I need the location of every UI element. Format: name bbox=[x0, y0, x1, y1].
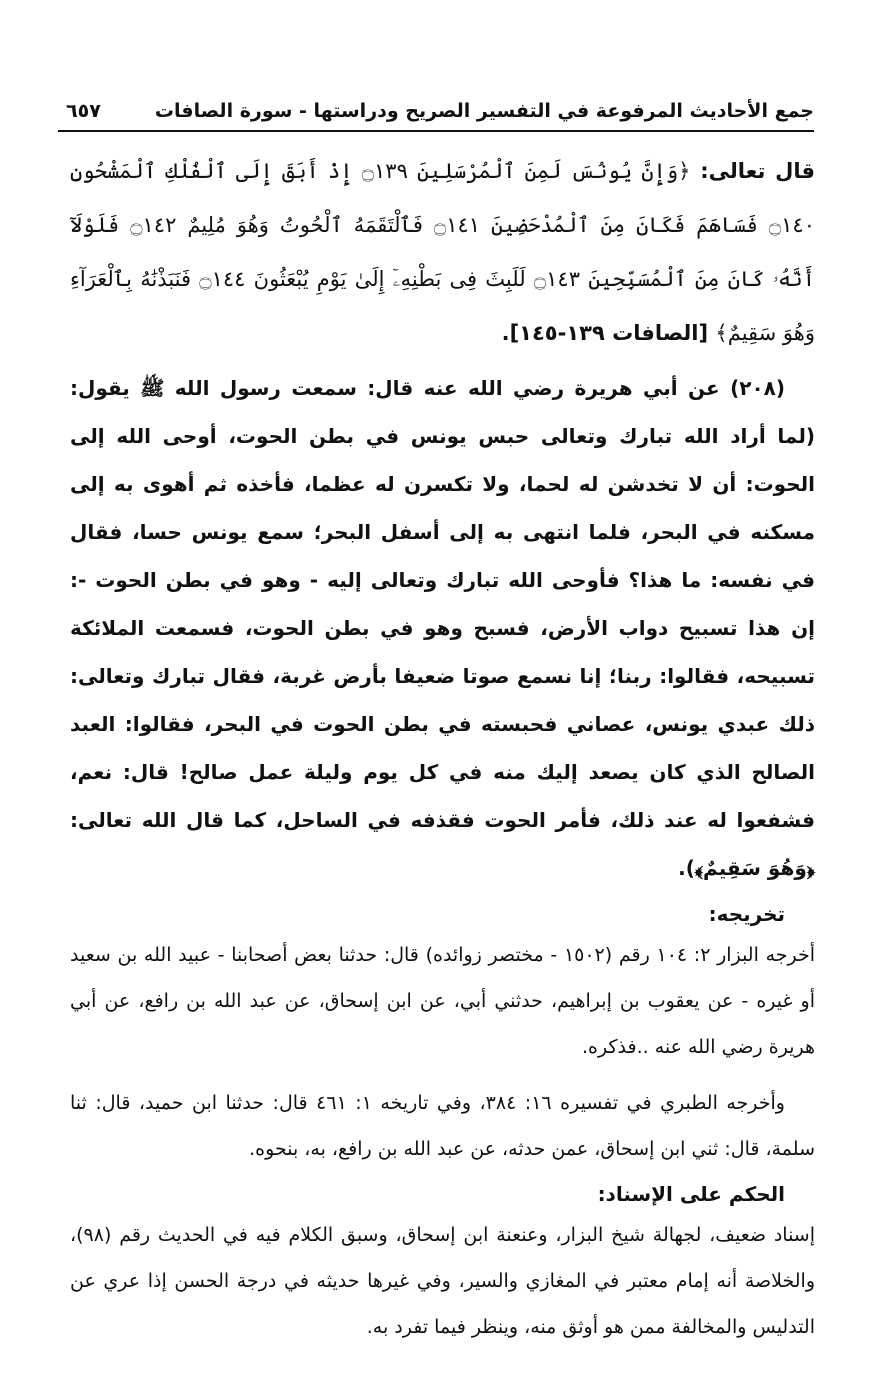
hukm-heading: الحكم على الإسناد: bbox=[597, 1182, 785, 1206]
running-header bbox=[58, 96, 814, 132]
quran-citation bbox=[70, 144, 815, 360]
quran-reference: [الصافات ١٣٩-١٤٥]. bbox=[501, 321, 709, 345]
takhrij-paragraph-1: أخرجه البزار ٢: ١٠٤ رقم (١٥٠٢ - مختصر زوائده) قال: حدثنا بعض أصحابنا - عبيد الله بن سعيد أو غيره - عن يعقوب بن إبراهيم، حدثني أبي، عن ابن إسحاق، عن عبد الله بن رافع، عن أبي هريرة رضي الله عنه ..فذكره. bbox=[70, 944, 816, 1058]
quran-intro: قال تعالى: bbox=[700, 159, 816, 183]
hukm-paragraph: إسناد ضعيف، لجهالة شيخ البزار، وعنعنة ابن إسحاق، وسبق الكلام فيه في الحديث رقم (٩٨)، والخلاصة أنه إمام معتبر في المغازي والسير، وفي غيرها حديثه في درجة الحسن إذا عري عن التدليس والمخالفة ممن هو أوثق منه، وينظر فيما تفرد به. bbox=[70, 1224, 815, 1338]
page-content bbox=[70, 144, 815, 1350]
page-number: ٦٥٧ bbox=[66, 100, 101, 122]
takhrij-heading: تخريجه: bbox=[708, 902, 785, 926]
hadith-text: (٢٠٨) عن أبي هريرة رضي الله عنه قال: سمعت رسول الله ﷺ يقول: (لما أراد الله تبارك وتعالى حبس يونس في بطن الحوت، أوحى الله إلى الحوت: أن لا تخدشن له لحما، ولا تكسرن له عظما، فأخذه ثم أهوى به إلى مسكنه في البحر، فلما انتهى به إلى أسفل البحر؛ سمع يونس حسا، فقال في نفسه: ما هذا؟ فأوحى الله تبارك وتعالى إليه - وهو في بطن الحوت -: إن هذا تسبيح دواب الأرض، فسبح وهو في بطن الحوت، فسمعت الملائكة تسبيحه، فقالوا: ربنا؛ إنا نسمع صوتا ضعيفا بأرض غربة، فقال تبارك وتعالى: ذلك عبدي يونس، عصاني فحبسته في بطن الحوت في البحر، فقالوا: العبد الصالح الذي كان يصعد إليك منه في كل يوم وليلة عمل صالح! قال: نعم، فشفعوا له عند ذلك، فأمر الحوت فقذفه في الساحل، كما قال الله تعالى: ﴿وَهُوَ سَقِيمٌ﴾). bbox=[70, 376, 815, 880]
header-title: جمع الأحاديث المرفوعة في التفسير الصريح ودراستها - سورة الصافات bbox=[154, 100, 814, 122]
takhrij-paragraph-2: وأخرجه الطبري في تفسيره ١٦: ٣٨٤، وفي تاريخه ١: ٤٦١ قال: حدثنا ابن حميد، قال: ثنا سلمة، قال: ثني ابن إسحاق، عمن حدثه، عن عبد الله بن رافع، به، بنحوه. bbox=[70, 1092, 815, 1160]
quran-verses: ﴿وَإِنَّ يُونُسَ لَمِنَ ٱلْمُرْسَلِينَ ۝١٣٩ إِذْ أَبَقَ إِلَى ٱلْفُلْكِ ٱلْمَشْحُونِ ۝١٤٠ فَسَاهَمَ فَكَانَ مِنَ ٱلْمُدْحَضِينَ ۝١٤١ فَٱلْتَقَمَهُ ٱلْحُوتُ وَهُوَ مُلِيمٌ ۝١٤٢ فَلَوْلَآ أَنَّهُۥ كَانَ مِنَ ٱلْمُسَبِّحِينَ ۝١٤٣ لَلَبِثَ فِى بَطْنِهِۦٓ إِلَىٰ يَوْمِ يُبْعَثُونَ ۝١٤٤ فَنَبَذْنَٰهُ بِٱلْعَرَآءِ وَهُوَ سَقِيمٌ﴾ bbox=[70, 159, 815, 345]
